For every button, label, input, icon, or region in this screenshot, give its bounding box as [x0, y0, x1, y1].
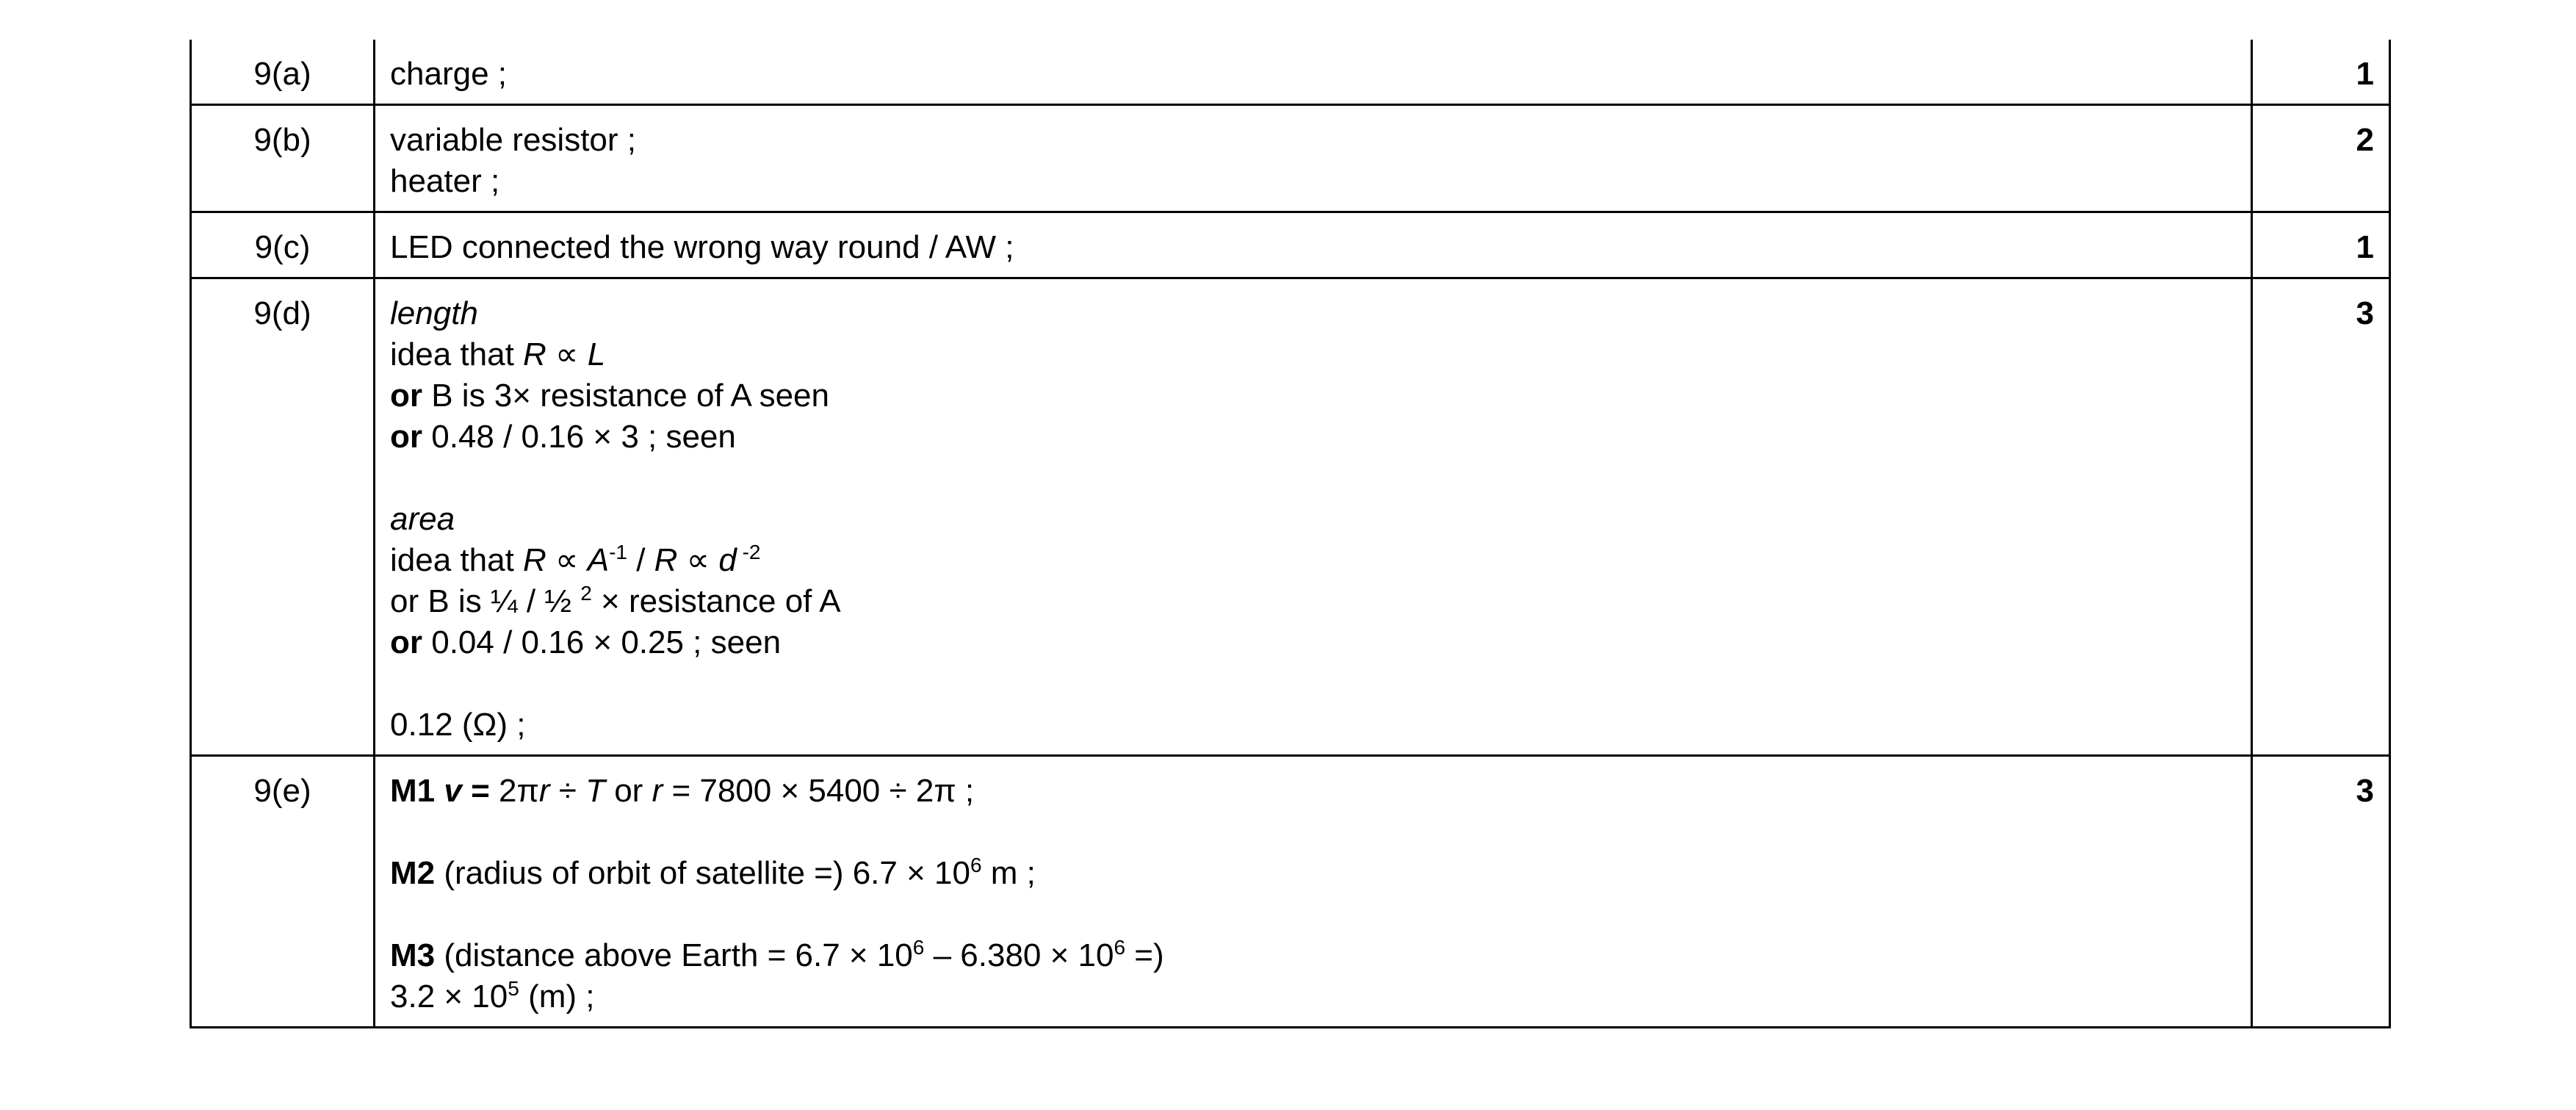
mark-scheme-table-body	[191, 40, 2390, 1028]
superscript-text: 2	[580, 582, 592, 605]
answer-text: or	[605, 773, 652, 809]
answer-text: 0.04 / 0.16 × 0.25 ; seen	[422, 624, 782, 660]
answer-line	[390, 417, 2236, 458]
answer-text: area	[390, 501, 455, 537]
question-number: 9(a)	[191, 40, 375, 105]
answer-text: variable resistor ;	[390, 122, 637, 158]
answer-text: ∝	[677, 542, 719, 578]
answer-text: idea that	[390, 336, 524, 372]
answer-text: charge ;	[390, 56, 507, 92]
answer-text: idea that	[390, 542, 524, 578]
answer-text: 3.2 × 10	[390, 979, 508, 1015]
answer-text: =	[461, 773, 490, 809]
answer-text: T	[585, 773, 605, 809]
superscript-text: 6	[912, 936, 925, 959]
superscript-text: 6	[970, 854, 982, 876]
answer-text: L	[587, 336, 606, 372]
answer-line	[390, 54, 2236, 95]
answer-cell	[375, 212, 2252, 278]
answer-text: R	[654, 542, 678, 578]
answer-text: M1	[390, 773, 436, 809]
answer-line	[390, 375, 2236, 417]
marks-cell: 3	[2252, 278, 2390, 756]
answer-line	[390, 293, 2236, 334]
answer-line	[390, 704, 2236, 746]
question-number: 9(c)	[191, 212, 375, 278]
answer-line	[390, 334, 2236, 375]
question-number: 9(b)	[191, 105, 375, 212]
answer-line	[390, 976, 2236, 1017]
answer-line	[390, 853, 2236, 894]
answer-line	[390, 540, 2236, 581]
answer-text: heater ;	[390, 163, 500, 199]
marks-cell: 3	[2252, 756, 2390, 1028]
answer-text: M3	[390, 937, 436, 973]
answer-text: B is 3× resistance of A seen	[422, 378, 829, 414]
answer-cell	[375, 756, 2252, 1028]
answer-line	[390, 771, 2236, 812]
answer-text: A	[587, 542, 610, 578]
answer-line	[390, 622, 2236, 663]
answer-line	[390, 120, 2236, 161]
mark-scheme-table	[190, 40, 2391, 1028]
answer-text: or B is ¼ / ½	[390, 583, 581, 619]
answer-line	[390, 935, 2236, 976]
blank-line	[390, 458, 2236, 499]
answer-text: 0.12 (Ω) ;	[390, 707, 526, 743]
answer-text: or	[390, 419, 422, 455]
answer-text	[435, 773, 444, 809]
answer-text: M2	[390, 855, 436, 891]
answer-text: length	[390, 295, 478, 331]
answer-text: 2π	[489, 773, 539, 809]
answer-text: R	[523, 336, 546, 372]
answer-text: =)	[1125, 937, 1164, 973]
answer-text: (distance above Earth = 6.7 × 10	[435, 937, 913, 973]
marks-cell: 1	[2252, 40, 2390, 105]
answer-line	[390, 499, 2236, 540]
answer-text: R	[523, 542, 546, 578]
answer-text: ÷	[549, 773, 586, 809]
answer-cell	[375, 278, 2252, 756]
table-row	[191, 105, 2390, 212]
answer-text: r	[538, 773, 550, 809]
superscript-text: -1	[609, 541, 627, 563]
answer-text: LED connected the wrong way round / AW ;	[390, 229, 1014, 265]
question-number: 9(d)	[191, 278, 375, 756]
table-row	[191, 756, 2390, 1028]
answer-text: or	[390, 624, 422, 660]
blank-line	[390, 812, 2236, 853]
answer-text: ∝	[546, 542, 588, 578]
answer-cell	[375, 105, 2252, 212]
table-row	[191, 278, 2390, 756]
superscript-text: 6	[1114, 936, 1126, 959]
answer-text: /	[627, 542, 654, 578]
answer-text: d	[718, 542, 737, 578]
answer-text: (radius of orbit of satellite =) 6.7 × 10	[435, 855, 970, 891]
answer-line	[390, 581, 2236, 622]
answer-text: ∝	[546, 336, 588, 372]
answer-text: (m) ;	[519, 979, 595, 1015]
blank-line	[390, 894, 2236, 935]
superscript-text: -2	[736, 541, 761, 563]
marks-cell: 2	[2252, 105, 2390, 212]
question-number: 9(e)	[191, 756, 375, 1028]
answer-line	[390, 227, 2236, 268]
answer-line	[390, 161, 2236, 202]
table-row	[191, 212, 2390, 278]
answer-text: or	[390, 378, 422, 414]
answer-text: r	[652, 773, 663, 809]
answer-text: – 6.380 × 10	[924, 937, 1114, 973]
answer-text: × resistance of A	[591, 583, 841, 619]
table-row	[191, 40, 2390, 105]
answer-text: v	[444, 773, 462, 809]
answer-text: m ;	[981, 855, 1036, 891]
marks-cell: 1	[2252, 212, 2390, 278]
answer-cell	[375, 40, 2252, 105]
answer-text: 0.48 / 0.16 × 3 ; seen	[422, 419, 736, 455]
answer-text: = 7800 × 5400 ÷ 2π ;	[663, 773, 975, 809]
superscript-text: 5	[508, 977, 519, 1000]
blank-line	[390, 663, 2236, 704]
